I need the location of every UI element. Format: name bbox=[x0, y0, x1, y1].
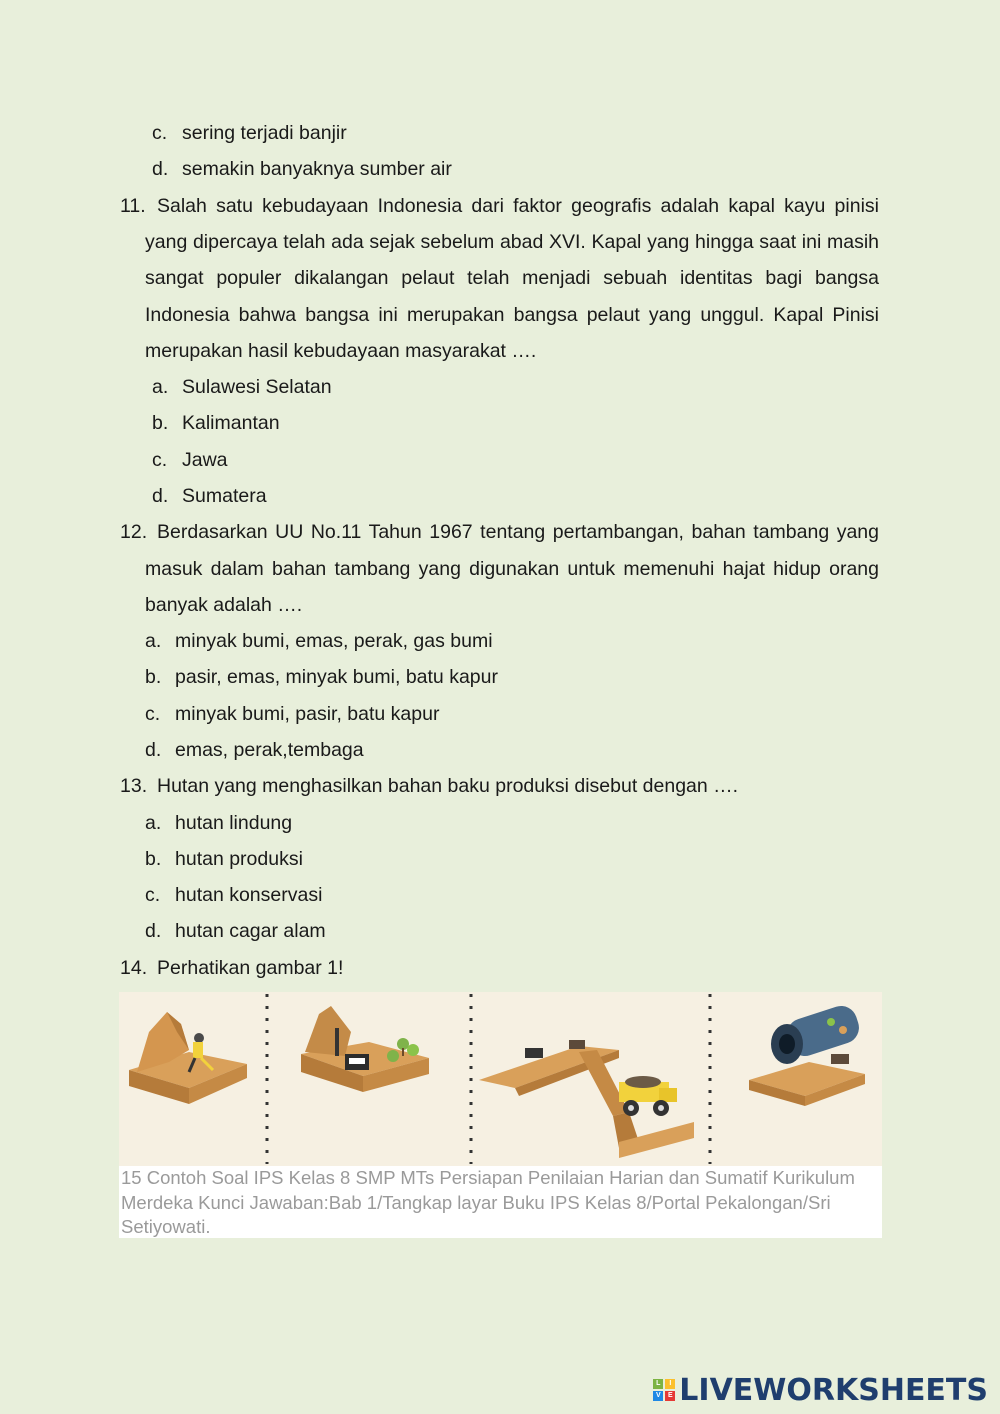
q13-option-a[interactable]: a. hutan lindung bbox=[145, 812, 293, 834]
liveworksheets-logo[interactable] bbox=[653, 1372, 988, 1408]
logo-text: LIVEWORKSHEETS bbox=[679, 1372, 988, 1408]
q13-option-d[interactable]: d. hutan cagar alam bbox=[145, 920, 326, 942]
q14-number: 14. bbox=[120, 957, 148, 979]
q11-option-d[interactable]: d. Sumatera bbox=[152, 485, 267, 507]
logo-mark-icon: L I V E bbox=[653, 1379, 675, 1401]
q11-line-2: yang dipercaya telah ada sejak sebelum abad XVI. Kapal yang hingga saat ini masih bbox=[145, 231, 879, 253]
q11-line-1: Salah satu kebudayaan Indonesia dari faktor geografis adalah kapal kayu pinisi bbox=[157, 195, 879, 217]
q10-option-c[interactable]: c. sering terjadi banjir bbox=[152, 122, 347, 144]
q13-option-b[interactable]: b. hutan produksi bbox=[145, 848, 303, 870]
mining-illustration bbox=[119, 992, 882, 1166]
q12-option-b[interactable]: b. pasir, emas, minyak bumi, batu kapur bbox=[145, 666, 498, 688]
q12-number: 12. bbox=[120, 521, 148, 543]
q14-text: Perhatikan gambar 1! bbox=[157, 957, 344, 979]
q11-option-b[interactable]: b. Kalimantan bbox=[152, 412, 280, 434]
q12-line-2: masuk dalam bahan tambang yang digunakan untuk memenuhi hajat hidup orang bbox=[145, 558, 879, 580]
q11-line-3: sangat populer dikalangan pelaut telah menjadi sebuah identitas bagi bangsa bbox=[145, 267, 879, 289]
q12-option-a[interactable]: a. minyak bumi, emas, perak, gas bumi bbox=[145, 630, 493, 652]
q11-option-c[interactable]: c. Jawa bbox=[152, 449, 228, 471]
q11-option-a[interactable]: a. Sulawesi Selatan bbox=[152, 376, 332, 398]
q13-number: 13. bbox=[120, 775, 148, 797]
q13-option-c[interactable]: c. hutan konservasi bbox=[145, 884, 323, 906]
q11-number: 11. bbox=[120, 195, 146, 217]
q12-option-d[interactable]: d. emas, perak,tembaga bbox=[145, 739, 364, 761]
q11-line-5: merupakan hasil kebudayaan masyarakat …. bbox=[145, 340, 537, 362]
q13-text: Hutan yang menghasilkan bahan baku produksi disebut dengan …. bbox=[157, 775, 739, 797]
q11-line-4: Indonesia bahwa bangsa ini merupakan bangsa pelaut yang unggul. Kapal Pinisi bbox=[145, 304, 879, 326]
q12-option-c[interactable]: c. minyak bumi, pasir, batu kapur bbox=[145, 703, 440, 725]
q12-line-3: banyak adalah …. bbox=[145, 594, 303, 616]
figure-caption: 15 Contoh Soal IPS Kelas 8 SMP MTs Persiapan Penilaian Harian dan Sumatif Kurikulum Merdeka Kunci Jawaban:Bab 1/Tangkap layar Buku IPS Kelas 8/Portal Pekalongan/Sri Setiyowati. bbox=[121, 1167, 855, 1237]
q12-line-1: Berdasarkan UU No.11 Tahun 1967 tentang pertambangan, bahan tambang yang bbox=[157, 521, 879, 543]
q10-option-d[interactable]: d. semakin banyaknya sumber air bbox=[152, 158, 452, 180]
figure-1 bbox=[119, 992, 882, 1238]
